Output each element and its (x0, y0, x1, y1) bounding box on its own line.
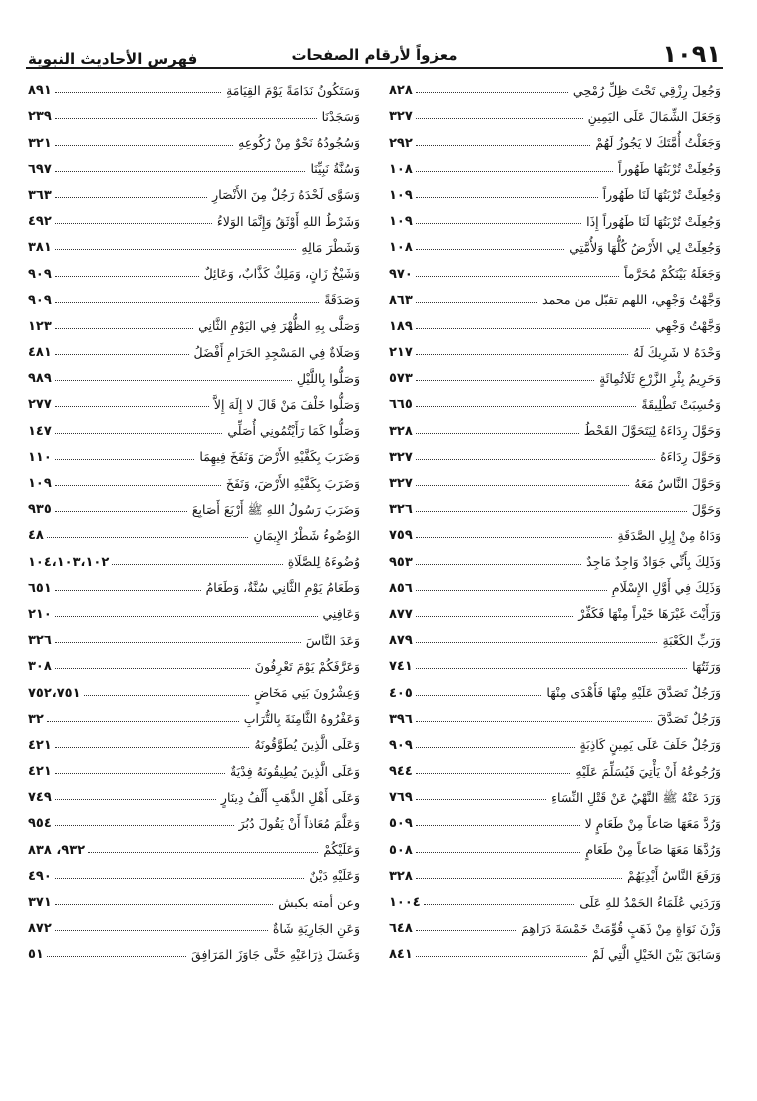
hadith-text: وَرُدَّهَا مَعَهَا صَاعاً مِنْ طَعَامٍ (585, 842, 721, 858)
hadith-text: وَجُعِلَتْ تُرْبَتُهَا لَنَا طَهُوراً (602, 187, 721, 203)
index-entry (28, 202, 360, 228)
hadith-text: وَسَوَّى لَحْدَهُ رَجُلٌ مِنَ الأَنْصَارِ (212, 187, 360, 203)
page-reference: ٤٨ (28, 528, 44, 544)
hadith-text: وَعَافِنِي (322, 606, 360, 622)
dot-leader (416, 852, 581, 853)
page-reference: ٣٢٨ (389, 423, 413, 439)
page-reference: ٤٠٥ (389, 685, 413, 701)
page-reference: ٣٢٨ (389, 868, 413, 884)
dot-leader (55, 197, 207, 198)
dot-leader (55, 302, 319, 303)
hadith-text: وعن أمته بكبش (278, 894, 360, 910)
page-reference: ٣٢١ (28, 135, 52, 151)
hadith-text: وَطَعَامُ يَوْمِ الثَّانِي سُنَّةٌ، وَطَعَامُ (205, 580, 360, 596)
dot-leader (55, 668, 250, 669)
page-reference: ٣٩٦ (389, 711, 413, 727)
page-reference: ٧٤١ (389, 659, 413, 675)
hadith-text: وَحَوَّلَ رِدَاءَهُ (660, 449, 721, 465)
index-entry (28, 123, 360, 149)
dot-leader (416, 564, 581, 565)
index-entry (28, 621, 360, 647)
hadith-text: وَحَوَّلَ (691, 501, 721, 517)
index-entry (389, 307, 721, 333)
page-reference: ٤٢١ (28, 764, 52, 780)
index-entry (28, 516, 360, 542)
dot-leader (416, 695, 542, 696)
dot-leader (416, 92, 568, 93)
hadith-text: وَصَلُّوا بِاللَّيْلِ (296, 370, 360, 386)
hadith-text: وَسَجَدْنَا (321, 108, 360, 124)
dot-leader (55, 249, 297, 250)
page-reference: ٥١ (28, 947, 44, 963)
dot-leader (55, 616, 318, 617)
hadith-text: وَسَابَقَ بَيْنَ الخَيْلِ الَّتِي لَمْ (591, 946, 721, 962)
index-entry (28, 700, 360, 726)
hadith-text: وَجَّهْتُ وَجْهِي، اللهم تقبّل من محمد (542, 292, 721, 308)
page-reference: ٨٩١ (28, 83, 52, 99)
hadith-text: وَعَلَى أَهْلِ الذَّهَبِ أَلْفُ دِينَارٍ (220, 789, 360, 805)
dot-leader (55, 485, 221, 486)
hadith-text: وَشَطْرَ مَالِهِ (301, 239, 360, 255)
index-entry (389, 830, 721, 856)
dot-leader (55, 590, 201, 591)
hadith-text: وَصَلَّى بِهِ الظُّهْرَ فِي اليَوْمِ الثَّانِي (198, 318, 360, 334)
hadith-text: وَعَرَّفَكُمْ يَوْمَ تَعْرِفُونَ (254, 658, 360, 674)
index-entry (389, 647, 721, 673)
hadith-text: وَرَدَ عَنْهُ ﷺ النَّهْيُ عَنْ قَتْلِ النِّسَاءِ (551, 789, 721, 805)
index-entry (28, 254, 360, 280)
page-reference: ١٢٣ (28, 318, 52, 334)
dot-leader (55, 223, 212, 224)
hadith-text: وَسُجُودُهُ نَحْوٌ مِنْ رُكُوعِهِ (238, 135, 360, 151)
hadith-text: وَرَبِّ الكَعْبَةِ (662, 632, 721, 648)
hadith-text: وَصَلُّوا خَلْفَ مَنْ قَالَ لا إِلَهَ إِلاَّ (213, 396, 360, 412)
index-entry (389, 490, 721, 516)
index-entry (389, 228, 721, 254)
dot-leader (424, 904, 575, 905)
dot-leader (416, 197, 598, 198)
page-reference: ٢٩٢ (389, 135, 413, 151)
page-reference: ٨٤١ (389, 947, 413, 963)
dot-leader (416, 747, 575, 748)
dot-leader (55, 171, 306, 172)
page-reference: ٧٥٩ (389, 528, 413, 544)
page-reference: ٣٦٣ (28, 187, 52, 203)
page-reference: ١٠٠٤ (389, 895, 421, 910)
page-reference: ٩٨٩ (28, 371, 52, 387)
page-reference: ٢٧٧ (28, 397, 52, 413)
dot-leader (416, 276, 619, 277)
dot-leader (416, 249, 564, 250)
index-entry (28, 726, 360, 752)
index-entry (28, 359, 360, 385)
index-entry (389, 438, 721, 464)
page-reference: ١٠٩ (28, 476, 52, 491)
dot-leader (55, 276, 199, 277)
hadith-text: وَرَأَيْتَ غَيْرَهَا خَيْراً مِنْهَا فَكَفِّرْ (578, 606, 721, 622)
dot-leader (416, 223, 581, 224)
page-reference: ٤٩٢ (28, 214, 52, 230)
index-entry (28, 385, 360, 411)
hadith-text: وَصَلَاةٌ فِي المَسْجِدِ الحَرَامِ أَفْضَلُ (193, 344, 360, 360)
index-entry (389, 150, 721, 176)
index-entry (389, 176, 721, 202)
index-entry (389, 542, 721, 568)
index-entry (28, 542, 360, 568)
index-entry (389, 595, 721, 621)
dot-leader (416, 825, 580, 826)
index-entry (28, 150, 360, 176)
index-entry (389, 883, 721, 909)
index-entry (389, 569, 721, 595)
index-entry (389, 254, 721, 280)
page-reference: ٣٨١ (28, 240, 52, 256)
page-reference: ٣٢٦ (389, 502, 413, 518)
index-entry (389, 359, 721, 385)
hadith-text: وَصَدَقَةً (324, 292, 360, 308)
index-entry (28, 438, 360, 464)
page-reference: ٨٧٢ (28, 921, 52, 937)
index-entry (28, 595, 360, 621)
page-reference: ٣٢٧ (389, 449, 413, 465)
hadith-text: وَعَفْرُوهُ الثَّامِنَةَ بِالتُّرَابِ (243, 711, 360, 727)
hadith-text: وَذَلِكَ بِأَنِّي جَوَادٌ وَاجِدٌ مَاجِدٌ (586, 554, 721, 570)
dot-leader (416, 380, 594, 381)
page-reference: ٣٢٦ (28, 633, 52, 649)
page-reference: ٦٦٥ (389, 397, 413, 413)
index-entry (28, 307, 360, 333)
dot-leader (55, 878, 305, 879)
dot-leader (55, 118, 317, 119)
index-entry (389, 778, 721, 804)
index-entry (389, 411, 721, 437)
index-entry (389, 700, 721, 726)
hadith-text: وُضُوءَهُ لِلصَّلَاةِ (287, 554, 360, 570)
page-reference: ٤٨١ (28, 345, 52, 361)
dot-leader (55, 380, 292, 381)
page-reference: ٤٢١ (28, 737, 52, 753)
page-reference: ٣٧١ (28, 895, 52, 910)
hadith-text: وَجُعِلَتْ لِي الأَرْضُ كُلُّهَا وَلأُمَّتِي (569, 239, 721, 255)
index-entry (389, 621, 721, 647)
index-entry (28, 804, 360, 830)
page-reference: ٨٢٨ (389, 83, 413, 99)
dot-leader (416, 485, 629, 486)
page-reference: ١٤٧ (28, 423, 52, 439)
page-reference: ٩٥٣ (389, 554, 413, 570)
hadith-text: وَعَلَّمَ مُعَاذاً أَنْ يَقُولَ دُبُرَ (238, 815, 360, 831)
index-entry (28, 673, 360, 699)
dot-leader (55, 354, 189, 355)
hadith-text: وَرَجُلٌ حَلَفَ عَلَى يَمِينٍ كَاذِبَةٍ (579, 737, 721, 753)
hadith-text: وَحَوَّلَ النَّاسُ مَعَهُ (634, 475, 721, 491)
hadith-text: وَشَرْطُ اللهِ أَوْثَقُ وَإِنَّمَا الوَلاءُ (216, 213, 360, 229)
page-reference: ١٠٤،١٠٣،١٠٢ (28, 554, 110, 570)
dot-leader (55, 433, 223, 434)
page-reference: ٥٠٨ (389, 842, 413, 858)
dot-leader (416, 328, 650, 329)
index-entry (28, 935, 360, 961)
dot-leader (416, 302, 537, 303)
index-entry (389, 333, 721, 359)
dot-leader (55, 747, 250, 748)
dot-leader (416, 406, 637, 407)
hadith-text: وَحَوَّلَ رِدَاءَهُ لِيَتَحَوَّلَ القَحْطُ (583, 423, 721, 439)
index-entry (389, 673, 721, 699)
dot-leader (55, 145, 233, 146)
dot-leader (55, 642, 301, 643)
page-reference: ٨٧٩ (389, 633, 413, 649)
page-reference: ١٠٨ (389, 240, 413, 256)
page-reference: ٦٥١ (28, 580, 52, 596)
hadith-text: وَعِشْرُونَ بَنِي مَخَاضٍ (253, 685, 360, 700)
hadith-text: وَضَرَبَ بِكَفَّيْهِ الأَرْضَ، وَنَفَخَ (225, 475, 360, 491)
index-entry (28, 883, 360, 909)
page-reference: ٥٠٩ (389, 816, 413, 832)
dot-leader (55, 92, 221, 93)
dot-leader (416, 799, 546, 800)
index-column-left (28, 71, 360, 961)
index-entry (28, 909, 360, 935)
header-center-title: معزواً لأرقام الصفحات (291, 46, 458, 64)
dot-leader (416, 616, 573, 617)
dot-leader (416, 433, 579, 434)
hadith-text: وَحَرِيمُ بِئْرِ الزَّرْعِ ثَلَاثُمِائَةٍ (599, 370, 721, 386)
index-entry (28, 830, 360, 856)
hadith-text: وَسَتَكُونُ نَدَامَةً يَوْمَ القِيَامَةِ (226, 82, 360, 98)
page-reference: ٧٦٩ (389, 790, 413, 806)
index-entry (28, 228, 360, 254)
index-entry (389, 804, 721, 830)
hadith-text: وَرَثَتُهَا (692, 658, 721, 674)
hadith-text: وَعَلَى الَّذِينَ يُطَوَّقُونَهُ (254, 737, 360, 753)
hadith-text: وَصَلُّوا كَمَا رَأَيْتُمُونِي أُصَلِّي (227, 423, 360, 439)
page-reference: ١١٠ (28, 449, 52, 465)
index-entry (389, 516, 721, 542)
page-reference: ٢٣٩ (28, 109, 52, 125)
index-entry (28, 569, 360, 595)
hadith-text: وَرَجُلٌ تَصَدَّقَ (657, 711, 721, 727)
index-entry (28, 464, 360, 490)
page-reference: ٩٠٩ (28, 292, 52, 308)
page-number: ١٠٩١ (662, 40, 721, 68)
page-reference: ٣٢ (28, 711, 44, 727)
page-reference: ٥٧٣ (389, 371, 413, 387)
index-entry (389, 123, 721, 149)
page-reference: ٢١٧ (389, 345, 413, 361)
hadith-text: وَجَعَلَ الشِّمَالَ عَلَى اليَمِينِ (587, 108, 721, 124)
dot-leader (416, 721, 652, 722)
index-column-right (389, 71, 721, 961)
dot-leader (55, 773, 225, 774)
page-reference: ٨٧٧ (389, 606, 413, 622)
dot-leader (416, 773, 571, 774)
index-entry (389, 935, 721, 961)
dot-leader (112, 564, 282, 565)
index-entry (389, 909, 721, 935)
dot-leader (84, 695, 249, 696)
hadith-text: وَحْدَهُ لا شَرِيكَ لَهُ (633, 344, 721, 360)
page-reference: ٣٢٧ (389, 109, 413, 125)
dot-leader (416, 118, 583, 119)
hadith-text: وَجُعِلَتْ تُرْبَتُهَا لَنَا طَهُوراً إِذَا (586, 213, 721, 229)
hadith-text: وَرُجُوعُهُ أَنْ يَأْتِيَ فَيُسَلِّمَ عَلَيْهِ (575, 763, 721, 779)
page-reference: ٧٤٩ (28, 790, 52, 806)
dot-leader (47, 956, 186, 957)
hadith-text: وَرَجُلٌ تَصَدَّقَ عَلَيْهِ مِنْهَا فَأَهْدَى مِنْهَا (546, 685, 721, 700)
index-entry (28, 71, 360, 97)
hadith-text: وَزْنَ نَوَاةٍ مِنْ ذَهَبٍ قُوِّمَتْ خَمْسَةَ دَرَاهِمَ (521, 920, 721, 936)
page-header (28, 40, 721, 68)
index-entry (389, 752, 721, 778)
page-reference: ٩٣٥ (28, 502, 52, 518)
hadith-text: وَضَرَبَ رَسُولُ اللهِ ﷺ أَرْبَعَ أَصَابِعَ (191, 501, 360, 517)
dot-leader (88, 852, 318, 853)
dot-leader (55, 511, 187, 512)
hadith-text: وَغَسَلَ ذِرَاعَيْهِ حَتَّى جَاوَزَ المَرَافِقَ (191, 946, 360, 962)
dot-leader (416, 878, 622, 879)
page-reference: ٤٩٠ (28, 868, 52, 884)
page-reference: ١٨٩ (389, 318, 413, 334)
hadith-text: وَجُعِلَتْ تُرْبَتُهَا طَهُوراً (617, 161, 721, 177)
hadith-text: وَعَلَيْهِ دَيْنٌ (309, 868, 360, 884)
index-entry (389, 71, 721, 97)
index-entry (389, 385, 721, 411)
dot-leader (416, 930, 516, 931)
page-reference: ٩٧٠ (389, 266, 413, 282)
hadith-text: وَحُسِبَتْ تَطْلِيقَةً (641, 396, 721, 412)
hadith-text: وَجَّهْتُ وَجْهِي (655, 318, 721, 334)
index-entry (389, 202, 721, 228)
hadith-text: وَجَعَلَهُ بَيْنَكُمْ مُحَرَّماً (624, 266, 721, 281)
index-entry (28, 97, 360, 123)
page-reference: ١٠٩ (389, 187, 413, 203)
page-reference: ٣٠٨ (28, 659, 52, 675)
index-entry (28, 490, 360, 516)
hadith-text: وَجُعِلَ رِزْقِي تَحْتَ ظِلِّ رُمْحِي (572, 82, 721, 98)
dot-leader (416, 956, 587, 957)
hadith-text: وَعَنِ الجَارِيَةِ شَاةٌ (272, 920, 360, 936)
dot-leader (55, 406, 209, 407)
dot-leader (416, 171, 613, 172)
dot-leader (416, 459, 655, 460)
page-reference: ٦٩٧ (28, 161, 52, 177)
hadith-text: وَضَرَبَ بِكَفَّيْهِ الأَرْضَ وَنَفَخَ فِيهِمَا (199, 449, 360, 465)
dot-leader (47, 721, 239, 722)
index-entry (28, 857, 360, 883)
hadith-text: وَعَلَى الَّذِينَ يُطِيقُونَهُ فِدْيَةٌ (230, 763, 360, 779)
page-reference: ٨٦٣ (389, 292, 413, 308)
dot-leader (416, 537, 613, 538)
hadith-text: وَرَدَنِي عُلَمَاءُ الحَمْدُ للهِ عَلَى (579, 894, 721, 910)
index-entry (389, 464, 721, 490)
page-reference: ١٠٨ (389, 161, 413, 177)
index-entry (28, 752, 360, 778)
hadith-text: وَعَدَ النَّاسَ (305, 632, 360, 648)
page-reference: ٩٣٢، ٨٣٨ (28, 842, 86, 858)
hadith-text: الوُضُوءُ شَطْرُ الإِيمَانِ (253, 527, 360, 543)
page-reference: ٩٠٩ (28, 266, 52, 282)
dot-leader (55, 799, 216, 800)
hadith-text: وَرُدَّ مَعَهَا صَاعاً مِنْ طَعَامٍ لا (584, 815, 721, 831)
hadith-text: وَرَفَعَ النَّاسُ أَيْدِيَهُمْ (627, 868, 721, 884)
hadith-text: وَشَيْخٌ زَانٍ، وَمَلِكٌ كَذَّابٌ، وَعَائِلٌ (203, 266, 360, 281)
page-reference: ٢١٠ (28, 606, 52, 622)
dot-leader (416, 668, 687, 669)
index-entry (28, 333, 360, 359)
dot-leader (416, 511, 687, 512)
dot-leader (55, 825, 234, 826)
dot-leader (55, 328, 193, 329)
dot-leader (416, 642, 658, 643)
hadith-text: وَذَلِكَ فِي أَوَّلِ الإِسْلَامِ (611, 580, 721, 596)
index-entry (389, 857, 721, 883)
index-entry (389, 726, 721, 752)
page-reference: ٩٤٤ (389, 764, 413, 780)
index-entry (28, 411, 360, 437)
dot-leader (55, 459, 195, 460)
dot-leader (55, 904, 273, 905)
dot-leader (416, 590, 607, 591)
index-entry (389, 97, 721, 123)
hadith-text: وَعَلَيْكُمْ (323, 842, 360, 858)
header-rule (26, 67, 723, 69)
page-reference: ٧٥٢،٧٥١ (28, 685, 81, 701)
page-reference: ٩٠٩ (389, 737, 413, 753)
dot-leader (416, 145, 591, 146)
dot-leader (47, 537, 249, 538)
page-reference: ٩٥٤ (28, 816, 52, 832)
header-book-title: فهرس الأحاديث النبوية (28, 50, 198, 68)
page-reference: ٣٢٧ (389, 476, 413, 491)
index-entry (28, 281, 360, 307)
page-reference: ٨٥٦ (389, 580, 413, 596)
index-entry (28, 176, 360, 202)
page-reference: ٦٤٨ (389, 921, 413, 937)
page-reference: ١٠٩ (389, 214, 413, 230)
index-entry (28, 778, 360, 804)
index-entry (28, 647, 360, 673)
hadith-text: وَجَعَلْتُ أُمَّتَكَ لا يَجُوزُ لَهُمْ (595, 135, 721, 151)
dot-leader (55, 930, 268, 931)
hadith-text: وَسُنَّةُ نَبِيِّنَا (310, 161, 360, 177)
hadith-text: وَدَاهُ مِنْ إِبِلِ الصَّدَقَةِ (617, 527, 721, 543)
index-entry (389, 281, 721, 307)
dot-leader (416, 354, 628, 355)
